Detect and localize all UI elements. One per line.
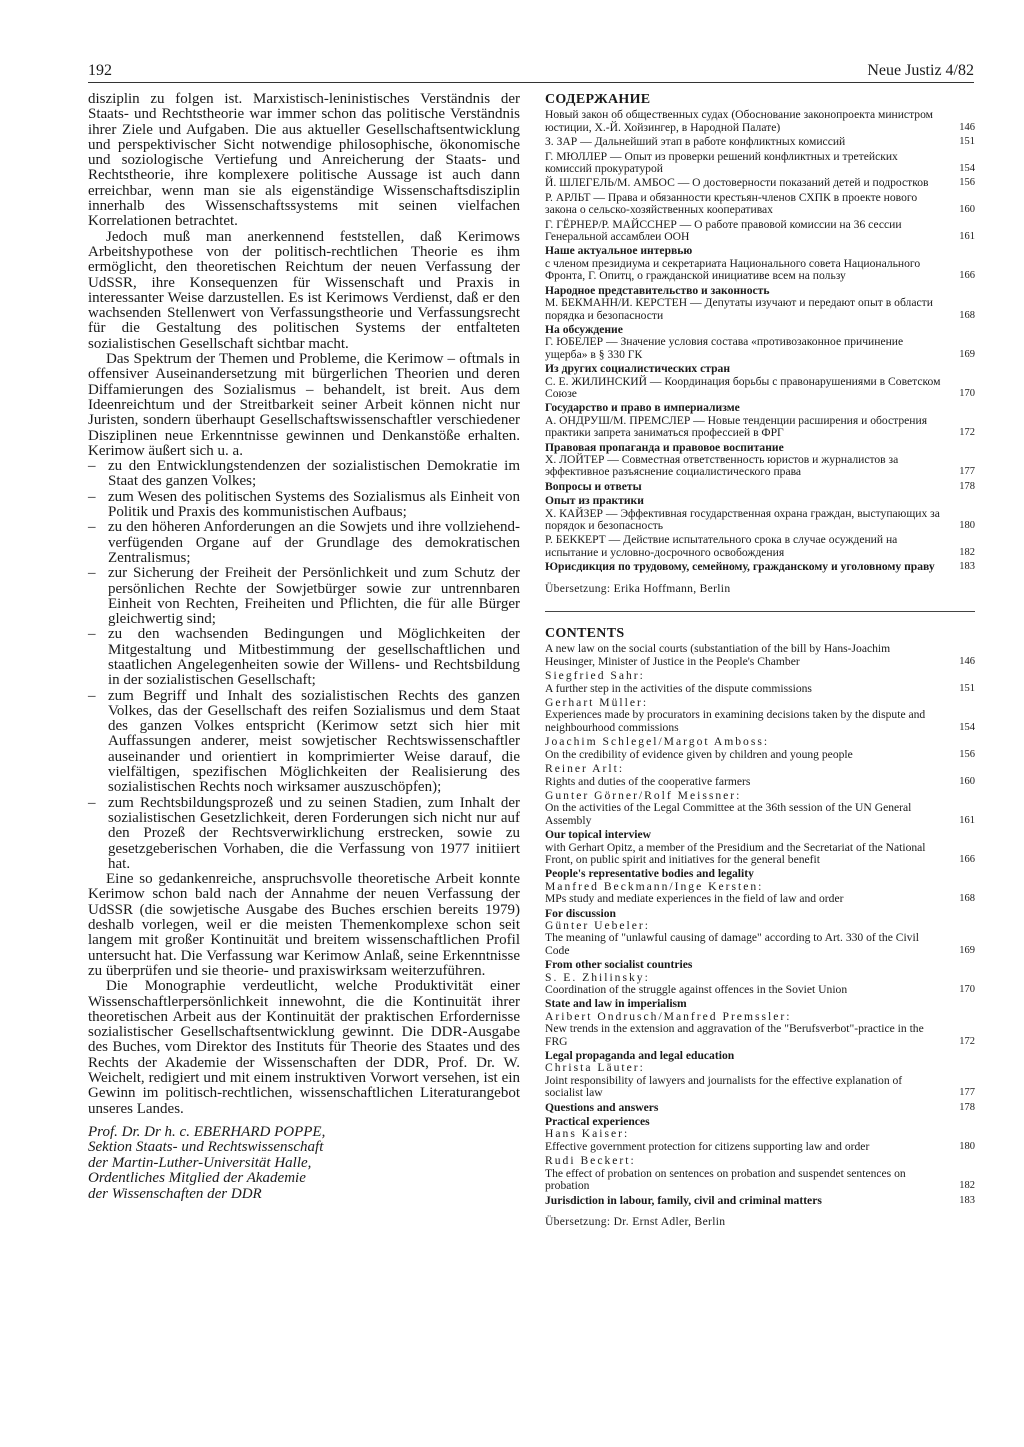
toc-entry-text: Новый закон об общественных судах (Обоснование законопроекта министром юстиции, Х.-Й. Хойзингер, в Народной Палате) <box>545 108 933 134</box>
toc-page-number: 182 <box>959 1180 975 1192</box>
topic-list-item: – zu den Entwicklungstendenzen der sozialistischen Demokratie im Staat des ganzen Volkes; <box>88 459 520 490</box>
toc-entry-text: Х. ЛОЙТЕР — Совместная ответственность юристов и журналистов за эффективное разъяснение социалистического права <box>545 452 899 479</box>
article-paragraph: Jedoch muß man anerkennend feststellen, daß Kerimows Arbeitshypothese von der politisch-rechtlichen Theorie es ihm ermöglicht, den theoretischen Reichtum der neuen Verfassung der UdSSR, ihre Konsequenzen für Wissenschaft und Praxis in interessanter Weise darzustellen. Es ist Kerimows Verdienst, daß er den wachsenden Stellenwert von Verfassungstheorie und Verfassungsrecht für die Gestaltung des politischen Systems der entfalteten sozialistischen Gesellschaft sichtbar macht. <box>88 228 520 352</box>
toc-page-number: 154 <box>959 163 975 175</box>
toc-page-number: 166 <box>959 853 975 865</box>
toc-entry-text: A further step in the activities of the dispute commissions <box>545 681 812 695</box>
toc-page-number: 146 <box>959 655 975 667</box>
toc-english <box>545 643 975 1206</box>
signature-line: Ordentliches Mitglied der Akademie <box>88 1170 306 1187</box>
toc-entry-text: The meaning of "unlawful causing of damage" according to Art. 330 of the Civil Code <box>545 931 919 957</box>
toc-page-number: 172 <box>959 427 975 439</box>
toc-entry <box>545 1195 975 1207</box>
toc-entry-text: Й. ШЛЕГЕЛЬ/М. АМБОС — О достоверности показаний детей и подростков <box>545 176 929 190</box>
toc-page-number: 169 <box>959 348 975 360</box>
toc-section-title: Jurisdiction in labour, family, civil and criminal matters <box>545 1193 822 1207</box>
toc-entry <box>545 151 975 176</box>
toc-entry <box>545 136 975 148</box>
toc-heading-english: CONTENTS <box>545 626 625 642</box>
toc-page-number: 161 <box>959 231 975 243</box>
article-paragraph: Das Spektrum der Themen und Probleme, die Kerimow – oftmals in offensiver Auseinandersetzung mit bürgerlichen Theorien und deren Diffamierungen des Sozialismus – behandelt, ist breit. Aus dem Ideenreichtum und der Streitbarkeit seiner Arbeit können nicht nur Juristen, sondern überhaupt Gesellschaftswissenschaftler verschiedener Disziplinen neue Erkenntnisse gewinnen und Denkanstöße erhalten. Kerimow äußert sich u. a. <box>88 351 520 459</box>
toc-page-number: 168 <box>959 893 975 905</box>
toc-section-title: Questions and answers <box>545 1100 659 1114</box>
toc-page-number: 151 <box>959 136 975 148</box>
toc-entry <box>545 495 975 532</box>
toc-entry <box>545 245 975 282</box>
toc-page-number: 170 <box>959 387 975 399</box>
toc-author: Günter Uebeler: <box>545 918 651 932</box>
topic-list-item: – zu den höheren Anforderungen an die Sowjets und ihre vollziehend-verfügenden Organe auf der Grundlage des demokratischen Zentralismus; <box>88 520 520 566</box>
topic-list-item: – zum Begriff und Inhalt des sozialistischen Rechts des ganzen Volkes, das der Gesellschaft des reifen Sozialismus und dem Staat des ganzen Volkes entspricht (Kerimow setzt sich hier mit Auffassungen anderer, meist sowjetischer Rechtswissenschaftler auseinander und orientiert in komprimierter Weise darauf, die vielfältigen, spezifischen Möglichkeiten der Realisierung des sozialistischen Rechts noch wirksamer auszuschöpfen); <box>88 689 520 796</box>
toc-entry <box>545 1102 975 1114</box>
article-closing <box>88 872 520 1117</box>
toc-page-number: 183 <box>959 561 975 573</box>
toc-entry-text: Г. ЮБЕЛЕР — Значение условия состава «противозаконное причинение ущерба» в § 330 ГК <box>545 335 904 361</box>
toc-page-number: 177 <box>959 1087 975 1099</box>
topic-list-item: – zu den wachsenden Bedingungen und Möglichkeiten der Mitgestaltung und Mitbestimmung der gesellschaftlichen und staatlichen Angelegenheiten sowie der Willens- und Rechtsbildung in der sozialistischen Gesellschaft; <box>88 627 520 688</box>
toc-entry-text: Coordination of the struggle against offences in the Soviet Union <box>545 983 848 996</box>
toc-entry-text: Р. АРЛЬТ — Права и обязанности крестьян-членов СХПК в проекте нового закона о сельско-хозяйственных кооперативах <box>545 190 918 217</box>
toc-section-title: Юрисдикция по трудовому, семейному, гражданскому и уголовному праву <box>545 560 935 574</box>
toc-russian <box>545 109 975 573</box>
toc-page-number: 170 <box>959 984 975 995</box>
toc-section-title: For discussion <box>545 906 616 920</box>
toc-section-title: From other socialist countries <box>545 958 693 972</box>
toc-page-number: 178 <box>959 1101 975 1113</box>
toc-page-number: 146 <box>959 121 975 133</box>
article-paragraph: disziplin zu folgen ist. Marxistisch-leninistisches Verständnis der Staats- und Rechtstheorie war immer schon das politische Verständnis ihrer Ziele und Aufgaben. Die aus aktueller Gesellschaftsentwicklung und perspektivischer Sicht notwendige philosophische, ökonomische und soziologische Vertiefung und Anreicherung der Staats- und Rechtstheorie, ihre komplexere politische Aussage ist auch dann erreichbar, wenn man sie als eigenständige Wissenschaftsdisziplin innerhalb des Wissenschaftssystems mit seinen vielfachen Korrelationen betrachtet. <box>88 91 520 230</box>
signature-line: Prof. Dr. Dr h. c. EBERHARD POPPE, <box>88 1123 326 1140</box>
contents-column <box>545 92 975 1228</box>
toc-entry <box>545 736 975 761</box>
toc-page-number: 161 <box>959 814 975 826</box>
toc-page-number: 183 <box>959 1194 975 1206</box>
toc-page-number: 160 <box>959 204 975 216</box>
toc-author: Manfred Beckmann/Inge Kersten: <box>545 879 764 893</box>
toc-section-title: Наше актуальное интервью <box>545 244 693 258</box>
toc-entry-text: The effect of probation on sentences on probation and suspendet sentences on probation <box>545 1166 906 1193</box>
toc-entry <box>545 109 975 134</box>
toc-entry-text: On the credibility of evidence given by children and young people <box>545 747 853 761</box>
toc-author: Aribert Ondrusch/Manfred Premssler: <box>545 1009 792 1023</box>
toc-section-title: State and law in imperialism <box>545 997 687 1011</box>
toc-author: Siegfried Sahr: <box>545 669 645 683</box>
toc-entry <box>545 285 975 322</box>
toc-page-number: 182 <box>959 546 975 558</box>
toc-page-number: 154 <box>959 721 975 733</box>
article-paragraphs <box>88 92 520 459</box>
toc-author: Gunter Görner/Rolf Meissner: <box>545 788 742 802</box>
toc-page-number: 168 <box>959 309 975 321</box>
toc-entry-text: with Gerhart Opitz, a member of the Presidium and the Secretariat of the National Front, on public spirit and initiatives for the general benefit <box>545 840 926 866</box>
toc-section-title: Вопросы и ответы <box>545 479 642 493</box>
toc-section-title: Our topical interview <box>545 828 652 842</box>
toc-page-number: 169 <box>959 944 975 956</box>
toc-entry-text: Effective government protection for citizens supporting law and order <box>545 1139 870 1153</box>
toc-page-number: 156 <box>959 748 975 760</box>
toc-page-number: 172 <box>959 1035 975 1047</box>
toc-entry <box>545 1116 975 1153</box>
toc-entry-text: On the activities of the Legal Committee at the 36th session of the UN General Assembly <box>545 801 912 827</box>
toc-entry-text: Rights and duties of the cooperative farmers <box>545 774 751 788</box>
toc-section-title: Practical experiences <box>545 1115 650 1129</box>
toc-entry <box>545 219 975 244</box>
topic-list-item: – zum Rechtsbildungsprozeß und zu seinen Stadien, zum Inhalt der sozialistischen Gesetzlichkeit, deren Forderungen sich nicht nur auf den Prozeß der Rechtsverwirklichung erstrecken, sowie zu gesetzgeberischen Vorhaben, die die Verfassung von 1977 initiiert hat. <box>88 796 520 872</box>
toc-entry <box>545 998 975 1048</box>
toc-entry <box>545 442 975 479</box>
toc-entry <box>545 192 975 217</box>
toc-entry-text: Х. КАЙЗЕР — Эффективная государственная охрана граждан, выступающих за порядок и безопасность <box>545 506 940 532</box>
toc-entry-text: Joint responsibility of lawyers and journalists for the effective explanation of socialist law <box>545 1073 903 1100</box>
toc-heading-russian: СОДЕРЖАНИЕ <box>545 92 651 107</box>
toc-entry <box>545 402 975 439</box>
toc-entry-text: А. ОНДРУШ/М. ПРЕМСЛЕР — Новые тенденции расширения и обострения практики запрета заниматься профессией в ФРГ <box>545 413 928 440</box>
toc-author: Joachim Schlegel/Margot Amboss: <box>545 735 770 749</box>
toc-section-title: Legal propaganda and legal education <box>545 1049 735 1063</box>
toc-entry <box>545 697 975 734</box>
toc-page-number: 180 <box>959 1140 975 1152</box>
topic-list-item: – zum Wesen des politischen Systems des Sozialismus als Einheit von Politik und Praxis des kommunistischen Aufbaus; <box>88 490 520 521</box>
header-rule <box>88 82 974 83</box>
page-number: 192 <box>88 62 112 79</box>
toc-author: Hans Kaiser: <box>545 1127 630 1141</box>
toc-entry <box>545 643 975 668</box>
toc-entry-text: MPs study and mediate experiences in the field of law and order <box>545 892 844 906</box>
toc-entry <box>545 324 975 361</box>
toc-section-title: Правовая пропаганда и правовое воспитание <box>545 440 784 454</box>
toc-author: Rudi Beckert: <box>545 1154 636 1168</box>
toc-page-number: 166 <box>959 270 975 282</box>
toc-entry <box>545 1050 975 1100</box>
toc-entry <box>545 829 975 866</box>
toc-page-number: 160 <box>959 775 975 787</box>
toc-entry <box>545 481 975 493</box>
article-paragraph: Eine so gedankenreiche, anspruchsvolle theoretische Arbeit konnte Kerimow schon bald nach der Annahme der neuen Verfassung der UdSSR (die sowjetische Ausgabe des Buches erschien bereits 1979) deshalb vorlegen, weil er die meisten Themenkomplexe schon seit langem mit großer Kontinuität und breitem wissenschaftlichen Profil untersucht hat. Die Verfassung war Kerimow Anlaß, seine Erkenntnisse zu überprüfen und sie theorie- und praxiswirksam weiterzuführen. <box>88 871 520 979</box>
signature-line: Sektion Staats- und Rechtswissenschaft <box>88 1139 324 1156</box>
toc-entry-text: Experiences made by procurators in examining decisions taken by the dispute and neighbourhood commissions <box>545 708 926 734</box>
article-paragraph: Die Monographie verdeutlicht, welche Produktivität einer Wissenschaftlerpersönlichkeit innewohnt, die die Kontinuität ihrer theoretischen Arbeit aus der Kontinuität der praktischen Erfordernisse sozialistischer Gesellschaftsentwicklung gewinnt. Die DDR-Ausgabe des Buches, vom Direktor des Instituts für Theorie des Staates und des Rechts der Akademie der Wissenschaften der DDR, Prof. Dr. W. Weichelt, redigiert und mit einem instruktiven Vorwort versehen, ist ein Gewinn im politisch-rechtlichen, wissenschaftlichen Literaturangebot unseres Landes. <box>88 978 520 1117</box>
section-divider <box>545 611 975 612</box>
author-signature <box>88 1125 520 1203</box>
toc-page-number: 177 <box>959 466 975 478</box>
toc-section-title: Народное представительство и законность <box>545 283 770 297</box>
toc-entry-text: Г. МЮЛЛЕР — Опыт из проверки решений конфликтных и третейских комиссий прокуратурой <box>545 149 898 176</box>
toc-section-title: Из других социалистических стран <box>545 362 731 376</box>
toc-entry <box>545 763 975 788</box>
toc-section-title: People's representative bodies and legality <box>545 867 754 881</box>
toc-section-title: Опыт из практики <box>545 494 644 508</box>
signature-line: der Wissenschaften der DDR <box>88 1185 262 1202</box>
toc-page-number: 180 <box>959 520 975 531</box>
toc-entry-text: A new law on the social courts (substantiation of the bill by Hans-Joachim Heusinger, Minister of Justice in the People's Chamber <box>545 642 891 668</box>
toc-entry-text: М. БЕКМАНН/И. КЕРСТЕН — Депутаты изучают и передают опыт в области порядка и безопасности <box>545 296 933 322</box>
toc-entry <box>545 908 975 958</box>
journal-issue: Neue Justiz 4/82 <box>867 62 974 79</box>
toc-author: Reiner Arlt: <box>545 762 625 776</box>
toc-entry <box>545 670 975 695</box>
toc-entry-text: с членом президиума и секретариата Национального совета Национального Фронта, Г. Опитц, о гражданской инициативе всем на пользу <box>545 256 921 283</box>
topic-list-item: – zur Sicherung der Freiheit der Persönlichkeit und zum Schutz der persönlichen Rechte der Sowjetbürger sowie zur untrennbaren Einheit von Rechten, Freiheiten und Pflichten, die für alle Bürger gleichwertig sind; <box>88 566 520 627</box>
toc-entry <box>545 363 975 400</box>
toc-entry <box>545 534 975 559</box>
toc-author: Gerhart Müller: <box>545 696 649 710</box>
signature-line: der Martin-Luther-Universität Halle, <box>88 1154 312 1171</box>
toc-author: Christa Läuter: <box>545 1061 645 1075</box>
topic-list <box>88 459 520 872</box>
toc-entry <box>545 561 975 573</box>
toc-entry-text: Р. БЕККЕРТ — Действие испытательного срока в случае осуждений на испытание и условно-досрочного освобождения <box>545 533 898 559</box>
toc-page-number: 178 <box>959 480 975 492</box>
toc-section-title: Государство и право в империализме <box>545 401 740 415</box>
toc-entry <box>545 177 975 189</box>
toc-entry <box>545 1155 975 1192</box>
toc-author: S. E. Zhilinsky: <box>545 970 650 984</box>
toc-entry <box>545 959 975 996</box>
toc-entry-text: New trends in the extension and aggravation of the "Berufsverbot"-practice in the FRG <box>545 1022 924 1048</box>
toc-entry-text: З. ЗАР — Дальнейший этап в работе конфликтных комиссий <box>545 135 846 149</box>
toc-page-number: 151 <box>959 682 975 694</box>
translator-credit-english: Übersetzung: Dr. Ernst Adler, Berlin <box>545 1214 726 1228</box>
toc-section-title: На обсуждение <box>545 322 623 336</box>
article-column <box>88 92 520 1202</box>
toc-entry <box>545 868 975 905</box>
translator-credit-russian: Übersetzung: Erika Hoffmann, Berlin <box>545 581 731 595</box>
toc-page-number: 156 <box>959 177 975 189</box>
toc-entry-text: С. Е. ЖИЛИНСКИЙ — Координация борьбы с правонарушениями в Советском Союзе <box>545 374 941 400</box>
toc-entry-text: Г. ГЁРНЕР/Р. МАЙССНЕР — О работе правовой комиссии на 36 сессии Генеральной ассамблеи ООН <box>545 217 902 244</box>
toc-entry <box>545 790 975 827</box>
